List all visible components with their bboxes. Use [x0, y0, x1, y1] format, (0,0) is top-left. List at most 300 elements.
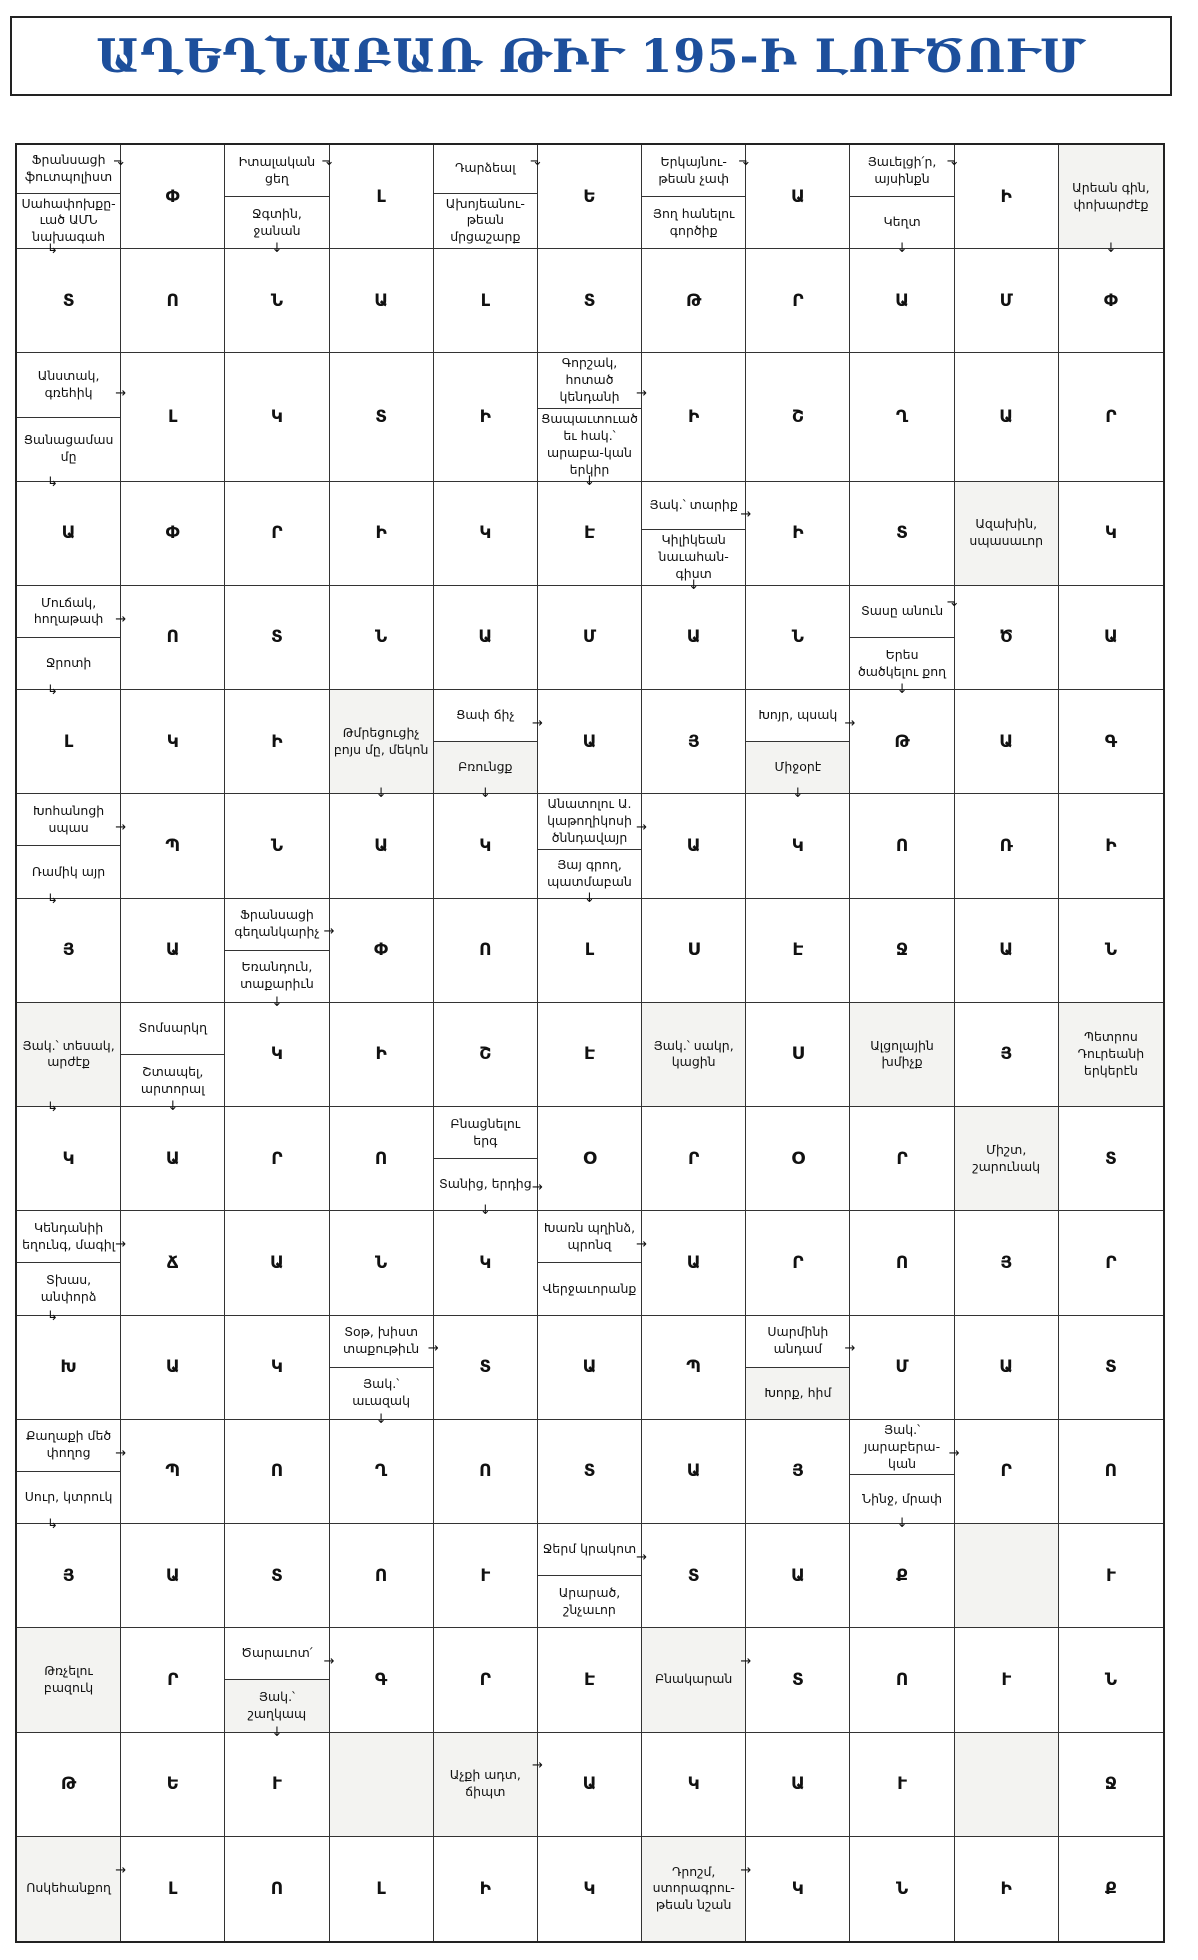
clue-cell [746, 1316, 856, 1420]
letter-cell: Ա [434, 586, 538, 690]
right-arrow-icon: → [532, 715, 543, 731]
clue-cell [538, 794, 648, 906]
letter-cell: Ն [330, 586, 434, 690]
letter-cell: Ա [1059, 586, 1163, 690]
clue-cell [642, 1628, 752, 1732]
down-arrow-icon: ↓ [271, 241, 283, 257]
down-arrow-icon: ↓ [271, 994, 283, 1010]
right-arrow-icon: → [532, 1758, 543, 1774]
letter-cell: Ո [330, 1524, 434, 1628]
clue-text: Խառն պղինձ, պրոնզ [543, 1219, 636, 1252]
clue-text: Անատոլու Ա. կաթողիկոսի ծննդավայր [547, 796, 632, 846]
clue-text: Յակ.՝ շաղկապ [225, 1679, 328, 1731]
down-arrow-icon: ↓ [375, 786, 387, 802]
letter-cell: Յ [955, 1003, 1059, 1107]
letter-cell: Ն [225, 794, 329, 898]
letter-cell: Օ [538, 1107, 642, 1211]
right-arrow-icon: → [740, 1654, 752, 1670]
letter-cell: Տ [642, 1524, 746, 1628]
letter-cell: Ս [642, 899, 746, 1003]
clue-cell [225, 899, 335, 1010]
letter-cell: Կ [225, 1316, 329, 1420]
clue-cell [850, 1420, 960, 1532]
clue-cell [17, 353, 127, 490]
down-arrow-icon: ↓ [688, 577, 700, 593]
clue-cell [955, 1107, 1059, 1211]
right-arrow-icon: → [948, 1445, 960, 1461]
letter-cell: Փ [1059, 249, 1163, 353]
down-arrow-icon: ↓ [375, 1411, 387, 1427]
letter-cell: Ւ [1059, 1524, 1163, 1628]
letter-cell: Կ [746, 794, 850, 898]
clue-text: Դարձեալ [455, 160, 516, 176]
letter-cell: Տ [330, 353, 434, 481]
letter-cell: Յ [746, 1420, 850, 1524]
clue-cell [746, 690, 856, 802]
letter-cell: Ր [642, 1107, 746, 1211]
letter-cell: Յ [955, 1211, 1059, 1315]
clue-text: Ռամիկ այր [17, 845, 120, 897]
letter-cell: Կ [538, 1837, 642, 1941]
clue-text: Յակ.՝ յարաբերա-կան [863, 1421, 941, 1471]
letter-cell: Ռ [955, 794, 1059, 898]
clue-cell [17, 1837, 127, 1941]
letter-cell: Ո [434, 899, 538, 1003]
clue-text: Կենդանիի եղունգ, մագիլ [22, 1219, 116, 1252]
letter-cell: Տ [746, 1628, 850, 1732]
clue-text: Քաղաքի մեծ փողոց [25, 1428, 112, 1461]
letter-cell: Ի [330, 1003, 434, 1107]
clue-cell [642, 145, 750, 249]
letter-cell: Տ [434, 1316, 538, 1420]
clue-text: Խորք, հիմ [746, 1367, 849, 1419]
letter-cell: Ո [330, 1107, 434, 1211]
letter-cell: Ծ [955, 586, 1059, 690]
letter-cell: Ն [1059, 1628, 1163, 1732]
letter-cell: Ն [1059, 899, 1163, 1003]
clue-text: Յակ.՝ սակր, կացին [642, 1003, 745, 1106]
letter-cell: Թ [642, 249, 746, 353]
right-down-arrow-icon: ⬎ [321, 154, 333, 169]
letter-cell: Լ [434, 249, 538, 353]
letter-cell: Ջ [1059, 1733, 1163, 1837]
letter-cell: Ա [955, 690, 1059, 794]
clue-text: Ոսկեհանքող [17, 1837, 120, 1941]
clue-text: Ջերմ կրակոտ [542, 1541, 637, 1557]
letter-cell: Ո [121, 586, 225, 690]
letter-cell: Ո [1059, 1420, 1163, 1524]
letter-cell: Ա [746, 145, 850, 249]
letter-cell: Լ [121, 353, 225, 481]
letter-cell: Կ [225, 1003, 329, 1107]
letter-cell: Ն [850, 1837, 954, 1941]
right-down-arrow-icon: ⬎ [946, 594, 958, 610]
letter-cell: Տ [17, 249, 121, 353]
down-right-arrow-icon: ↳ [47, 683, 58, 699]
letter-cell: Ի [1059, 794, 1163, 898]
clue-cell [434, 145, 541, 249]
clue-text: Յակ.՝ տարիք [649, 496, 738, 512]
letter-cell: Ի [434, 353, 538, 481]
clue-text: Տասը անուն [860, 602, 944, 618]
letter-cell: Կ [746, 1837, 850, 1941]
clue-cell [642, 1003, 746, 1107]
letter-cell: Փ [121, 145, 225, 249]
letter-cell: Ա [121, 1316, 225, 1420]
letter-cell: Կ [434, 794, 538, 898]
letter-cell: Լ [538, 899, 642, 1003]
letter-cell: Ւ [225, 1733, 329, 1837]
letter-cell: Տ [225, 1524, 329, 1628]
letter-cell: Կ [434, 1211, 538, 1315]
clue-cell [17, 145, 125, 258]
clue-cell [1059, 145, 1163, 257]
clue-cell [17, 1211, 127, 1324]
letter-cell: Ա [955, 1316, 1059, 1420]
clue-text: Գորշակ, հոտած կենդանի [559, 355, 620, 405]
clue-cell [121, 1003, 225, 1115]
letter-cell: Ն [330, 1211, 434, 1315]
letter-cell: Ր [1059, 353, 1163, 481]
letter-cell: Պ [121, 794, 225, 898]
down-right-arrow-icon: ↳ [47, 242, 58, 258]
letter-cell: Ր [955, 1420, 1059, 1524]
clue-text: Խոյր, պսակ [758, 707, 838, 723]
clue-text: Տոմսարկղ [138, 1019, 208, 1035]
letter-cell: Է [746, 899, 850, 1003]
right-arrow-icon: → [844, 715, 856, 731]
letter-cell: Ր [746, 1211, 850, 1315]
letter-cell: Լ [121, 1837, 225, 1941]
letter-cell: Կ [642, 1733, 746, 1837]
clue-text: Երես ծածկելու քող [850, 637, 953, 689]
down-arrow-icon: ↓ [896, 241, 908, 257]
clue-text: Խոհանոցի սպաս [32, 803, 105, 835]
letter-cell: Կ [17, 1107, 121, 1211]
clue-cell [434, 1107, 543, 1219]
down-arrow-icon: ↓ [1105, 241, 1117, 257]
letter-cell: Լ [17, 690, 121, 794]
right-down-arrow-icon: ⬎ [530, 154, 541, 169]
right-arrow-icon: → [636, 385, 648, 401]
letter-cell: Յ [642, 690, 746, 794]
clue-cell [17, 586, 127, 699]
letter-cell: Լ [330, 145, 434, 249]
clue-text: Շտապել, արտորալ [121, 1054, 224, 1106]
down-right-arrow-icon: ↳ [47, 1100, 58, 1116]
clue-text: Աչքի ադտ, ճիպտ [434, 1733, 537, 1836]
letter-cell: Կ [1059, 482, 1163, 586]
down-arrow-icon: ↓ [584, 473, 595, 489]
right-arrow-icon: → [427, 1341, 439, 1357]
blank-cell [955, 1524, 1059, 1628]
letter-cell: Շ [434, 1003, 538, 1107]
letter-cell: Ե [538, 145, 642, 249]
letter-cell: Ի [955, 1837, 1059, 1941]
letter-cell: Ր [434, 1628, 538, 1732]
down-arrow-icon: ↓ [479, 786, 491, 802]
clue-text: Ախոյեանու-թեան մրցաշարք [434, 193, 537, 249]
letter-cell: Ր [121, 1628, 225, 1732]
letter-cell: Ե [121, 1733, 225, 1837]
right-arrow-icon: → [115, 1237, 127, 1253]
right-arrow-icon: → [636, 1237, 648, 1253]
letter-cell: Ո [850, 794, 954, 898]
right-down-arrow-icon: ⬎ [113, 154, 125, 169]
letter-cell: Կ [121, 690, 225, 794]
letter-cell: Ի [434, 1837, 538, 1941]
letter-cell: Ա [330, 249, 434, 353]
right-arrow-icon: → [740, 1862, 752, 1878]
clue-text: Յող հանելու գործիք [642, 196, 745, 248]
right-arrow-icon: → [740, 507, 752, 523]
letter-cell: Ջ [850, 899, 954, 1003]
clue-text: Արեան գին, փոխարժէք [1059, 145, 1163, 248]
down-right-arrow-icon: ↳ [47, 1308, 58, 1324]
clue-text: Ծարաւոտ՛ [241, 1645, 313, 1661]
clue-text: Տօթ, խիստ տաքութիւն [343, 1324, 420, 1357]
clue-text: Արարած, շնչաւոր [538, 1575, 641, 1627]
clue-text: Իտալական ցեղ [238, 153, 316, 186]
clue-cell [538, 353, 648, 489]
down-arrow-icon: ↓ [271, 1724, 283, 1740]
letter-cell: Ղ [330, 1420, 434, 1524]
clue-cell [330, 1316, 439, 1427]
letter-cell: Ա [642, 586, 746, 690]
letter-cell: Ո [434, 1420, 538, 1524]
down-arrow-icon: ↓ [167, 1099, 179, 1115]
letter-cell: Ր [225, 482, 329, 586]
clue-cell [1059, 1003, 1163, 1107]
right-arrow-icon: → [115, 385, 127, 401]
letter-cell: Ա [642, 1420, 746, 1524]
letter-cell: Ո [121, 249, 225, 353]
right-arrow-icon: → [115, 1445, 127, 1461]
right-arrow-icon: → [115, 820, 127, 836]
clue-text: Նինջ, մրափ [850, 1474, 953, 1523]
clue-cell [642, 1837, 752, 1941]
clue-text: Բնացնելու երգ [450, 1115, 521, 1148]
letter-cell: Տ [538, 249, 642, 353]
clue-text: Յակ.՝ տեսակ, արժէք [17, 1003, 120, 1106]
letter-cell: Ճ [121, 1211, 225, 1315]
letter-cell: Ն [225, 249, 329, 353]
letter-cell: Ա [746, 1733, 850, 1837]
clue-text: Յակ.՝ աւազակ [330, 1367, 433, 1419]
clue-text: Ֆրանսացի գեղանկարիչ [234, 907, 320, 940]
clue-text: Թռչելու բազուկ [17, 1628, 120, 1731]
clue-cell [17, 794, 127, 907]
right-arrow-icon: → [844, 1341, 856, 1357]
letter-cell: Ի [225, 690, 329, 794]
letter-cell: Խ [17, 1316, 121, 1420]
clue-text: Բնակարան [642, 1628, 745, 1731]
down-arrow-icon: ↓ [792, 786, 804, 802]
clue-text: Կիլիկեան նաւահան-գիստ [642, 529, 745, 585]
letter-cell: Գ [1059, 690, 1163, 794]
down-right-arrow-icon: ↳ [47, 1517, 58, 1533]
letter-cell: Ւ [434, 1524, 538, 1628]
letter-cell: Ա [642, 1211, 746, 1315]
right-down-arrow-icon: ⬎ [738, 154, 750, 169]
right-arrow-icon: → [323, 924, 335, 940]
letter-cell: Ա [225, 1211, 329, 1315]
down-right-arrow-icon: ↳ [47, 891, 58, 907]
clue-text: Յաւելցի՛ր, այսինքն [867, 153, 937, 186]
letter-cell: Ա [850, 249, 954, 353]
letter-cell: Փ [330, 899, 434, 1003]
clue-text: Ցափ ճիչ [456, 707, 515, 723]
letter-cell: Է [538, 1003, 642, 1107]
letter-cell: Տ [850, 482, 954, 586]
clue-text: Վերջաւորանք [538, 1262, 641, 1314]
clue-text: Ցանացամաս մը [17, 417, 120, 481]
clue-text: Միշտ, շարունակ [955, 1107, 1058, 1210]
down-arrow-icon: ↓ [479, 1203, 491, 1219]
letter-cell: Մ [850, 1316, 954, 1420]
letter-cell: Ա [538, 1733, 642, 1837]
page-title: ԱՂԵՂՆԱԲԱՌ ԹԻՒ 195-Ի ԼՈՒԾՈՒՄ [96, 29, 1086, 83]
clue-cell [225, 145, 333, 257]
letter-cell: Ք [1104, 1878, 1117, 1899]
title-box [10, 16, 1172, 96]
letter-cell: Է [538, 482, 642, 586]
letter-cell: Ի [642, 353, 746, 481]
letter-cell: Ա [538, 690, 642, 794]
clue-text: Միջօրէ [746, 741, 849, 793]
clue-text: Ազախին, սպասաւոր [955, 482, 1058, 585]
down-arrow-icon: ↓ [896, 1516, 908, 1532]
clue-cell [850, 1003, 954, 1107]
letter-cell: Տ [225, 586, 329, 690]
clue-text: Բռունցք [434, 741, 537, 793]
clue-text: Ցապաւտուած եւ հակ.՝ արաբա-կան երկիր [538, 408, 641, 481]
letter-cell: Պ [642, 1316, 746, 1420]
letter-cell: Ր [1059, 1211, 1163, 1315]
clue-text: Սարմինի անդամ [767, 1324, 829, 1357]
clue-text: Յայ գրող, պատմաբան [538, 849, 641, 898]
clue-text: Տխաս, անփորձ [17, 1262, 120, 1314]
clue-cell [538, 1524, 648, 1628]
clue-text: Մուճակ, հողաթափ [33, 594, 104, 627]
letter-cell: Տ [1059, 1316, 1163, 1420]
letter-cell: Կ [225, 353, 329, 481]
letter-cell: Ն [746, 586, 850, 690]
right-down-arrow-icon: ⬎ [946, 154, 958, 169]
blank-cell [330, 1733, 434, 1837]
letter-cell: Յ [17, 1524, 121, 1628]
clue-text: Ալցոլային խմիչք [850, 1003, 953, 1106]
letter-cell: Ր [850, 1107, 954, 1211]
letter-cell: Ա [746, 1524, 850, 1628]
blank-cell [955, 1733, 1059, 1837]
clue-cell [850, 145, 958, 257]
letter-cell: Ա [642, 794, 746, 898]
letter-cell: Ղ [850, 353, 954, 481]
crossword-grid [15, 143, 1165, 1943]
clue-cell [17, 1628, 121, 1732]
down-right-arrow-icon: ↳ [47, 474, 58, 490]
clue-cell [434, 1733, 543, 1837]
clue-text: Դրոշմ, ստորագրու-թեան նշան [642, 1837, 745, 1941]
letter-cell: Ո [225, 1837, 329, 1941]
clue-text: Ֆրանսացի ֆուտպոլիստ [25, 151, 113, 184]
letter-cell: Յ [17, 899, 121, 1003]
clue-text: Երկայնու-թեան չափ [658, 153, 729, 186]
letter-cell: Ի [955, 145, 1059, 249]
letter-cell: Ո [850, 1211, 954, 1315]
letter-cell: Ա [121, 1524, 225, 1628]
letter-cell: Ա [121, 899, 225, 1003]
right-arrow-icon: → [115, 1862, 127, 1878]
letter-cell: Ո [225, 1420, 329, 1524]
letter-cell: Օ [746, 1107, 850, 1211]
letter-cell: Ս [746, 1003, 850, 1107]
clue-cell [955, 482, 1059, 586]
letter-cell: Է [538, 1628, 642, 1732]
clue-cell [17, 1003, 121, 1116]
clue-text: Անստակ, գռեհիկ [37, 368, 100, 401]
clue-text: Պետրոս Դուրեանի երկերէն [1059, 1003, 1163, 1106]
down-arrow-icon: ↓ [896, 682, 908, 698]
letter-cell: Թ [17, 1733, 121, 1837]
letter-cell: Մ [955, 249, 1059, 353]
clue-cell [225, 1628, 335, 1740]
letter-cell: Ա [955, 353, 1059, 481]
clue-text: Եռանդուն, տաքարիւն [225, 950, 328, 1002]
clue-cell [17, 1420, 127, 1533]
letter-cell: Գ [330, 1628, 434, 1732]
clue-text: Կեղտ [850, 196, 953, 248]
clue-text: Սուր, կտրուկ [17, 1471, 120, 1523]
letter-cell: Ի [330, 482, 434, 586]
letter-cell: Ւ [955, 1628, 1059, 1732]
letter-cell: Ո [850, 1628, 954, 1732]
clue-text: Ջրոտի [17, 637, 120, 689]
letter-cell: Տ [1059, 1107, 1163, 1211]
letter-cell: Ք [850, 1524, 954, 1628]
letter-cell: Կ [434, 482, 538, 586]
letter-cell: Ա [121, 1107, 225, 1211]
letter-cell: Փ [121, 482, 225, 586]
right-arrow-icon: → [636, 1549, 648, 1565]
letter-cell: Շ [746, 353, 850, 481]
right-arrow-icon: → [115, 611, 127, 627]
letter-cell: Ա [17, 482, 121, 586]
right-arrow-icon: → [636, 820, 648, 836]
clue-text: Տանից, երդից [434, 1158, 537, 1210]
clue-cell [434, 690, 543, 802]
letter-cell: Ր [225, 1107, 329, 1211]
letter-cell: Ա [330, 794, 434, 898]
letter-cell: Ա [538, 1316, 642, 1420]
letter-cell: Ր [746, 249, 850, 353]
letter-cell: Թ [850, 690, 954, 794]
clue-cell [642, 482, 752, 593]
letter-cell: Լ [330, 1837, 434, 1941]
letter-cell: Տ [538, 1420, 642, 1524]
right-arrow-icon: → [532, 1180, 543, 1196]
letter-cell: Պ [121, 1420, 225, 1524]
letter-cell: Ա [955, 899, 1059, 1003]
clue-cell [330, 690, 434, 802]
clue-cell [850, 586, 958, 698]
letter-cell: Մ [538, 586, 642, 690]
letter-cell: Ի [746, 482, 850, 586]
clue-text: Ջգտին, ջանան [225, 196, 328, 248]
down-arrow-icon: ↓ [584, 890, 595, 906]
clue-text: Սահափոխքը-ւած ԱՄՆ նախագահ [17, 193, 120, 249]
